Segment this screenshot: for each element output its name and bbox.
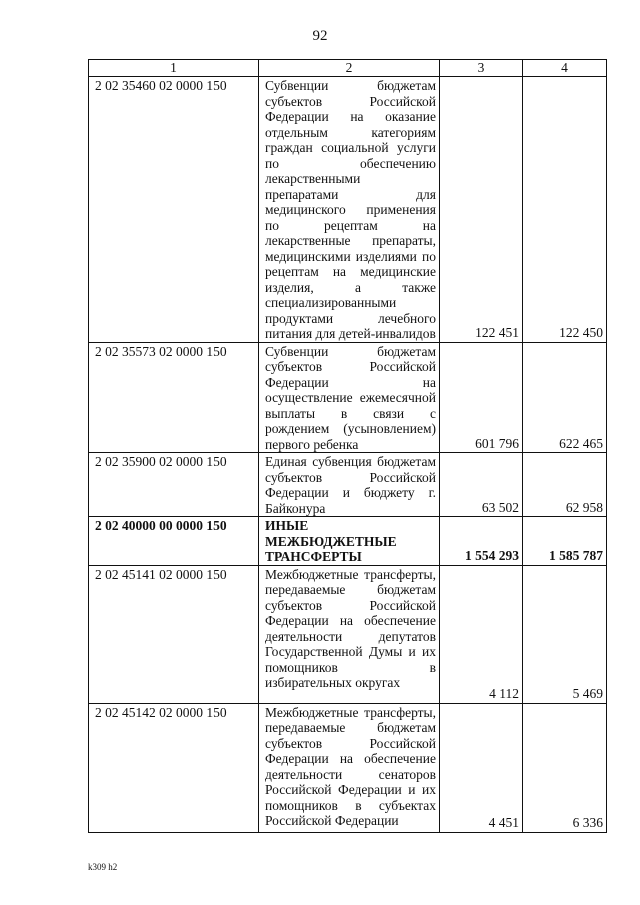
- value-col3-cell: 4 451: [440, 703, 523, 832]
- budget-code-cell: 2 02 45141 02 0000 150: [89, 565, 259, 703]
- value-col4-cell: 62 958: [523, 453, 607, 517]
- header-col-4: 4: [523, 60, 607, 77]
- budget-code-cell: 2 02 35460 02 0000 150: [89, 77, 259, 343]
- table-row: [89, 342, 607, 453]
- budget-code-cell: 2 02 35573 02 0000 150: [89, 342, 259, 453]
- description-cell: Единая субвенция бюджетам субъектов Российской Федерации и бюджету г. Байконура: [259, 453, 440, 517]
- page-number: 92: [312, 28, 328, 44]
- table-row: [89, 453, 607, 517]
- description-cell: Субвенции бюджетам субъектов Российской Федерации на осуществление ежемесячной выплаты в связи с рождением (усыновлением) первого ребенка: [259, 342, 440, 453]
- value-col4-cell: 622 465: [523, 342, 607, 453]
- description-cell: Межбюджетные трансферты, передаваемые бюджетам субъектов Российской Федерации на обеспечение деятельности сенаторов Российской Федерации и их помощников в субъектах Российской Федерации: [259, 703, 440, 832]
- value-col3-cell: 63 502: [440, 453, 523, 517]
- budget-code-cell: 2 02 35900 02 0000 150: [89, 453, 259, 517]
- table-row: [89, 703, 607, 832]
- value-col4-cell: 122 450: [523, 77, 607, 343]
- table-row: [89, 517, 607, 566]
- footer-code: k309 h2: [88, 862, 118, 872]
- value-col4-cell: 6 336: [523, 703, 607, 832]
- table-row: [89, 77, 607, 343]
- budget-code-cell: 2 02 45142 02 0000 150: [89, 703, 259, 832]
- budget-table: [88, 59, 607, 833]
- value-col3-cell: 601 796: [440, 342, 523, 453]
- value-col4-cell: 1 585 787: [523, 517, 607, 566]
- header-col-1: 1: [89, 60, 259, 77]
- description-cell: Субвенции бюджетам субъектов Российской Федерации на оказание отдельным категориям граждан социальной услуги по обеспечению лекарственными препаратами для медицинского применения по рецептам на лекарственные препараты, медицинскими изделиями по рецептам на медицинские изделия, а также специализированными продуктами лечебного питания для детей-инвалидов: [259, 77, 440, 343]
- value-col3-cell: 1 554 293: [440, 517, 523, 566]
- value-col3-cell: 4 112: [440, 565, 523, 703]
- description-cell: ИНЫЕ МЕЖБЮДЖЕТНЫЕ ТРАНСФЕРТЫ: [259, 517, 440, 566]
- table-row: [89, 565, 607, 703]
- budget-code-cell: 2 02 40000 00 0000 150: [89, 517, 259, 566]
- table-header-row: [89, 60, 607, 77]
- description-cell: Межбюджетные трансферты, передаваемые бюджетам субъектов Российской Федерации на обеспечение деятельности депутатов Государственной Думы и их помощников в избирательных округах: [259, 565, 440, 703]
- header-col-3: 3: [440, 60, 523, 77]
- value-col3-cell: 122 451: [440, 77, 523, 343]
- header-col-2: 2: [259, 60, 440, 77]
- value-col4-cell: 5 469: [523, 565, 607, 703]
